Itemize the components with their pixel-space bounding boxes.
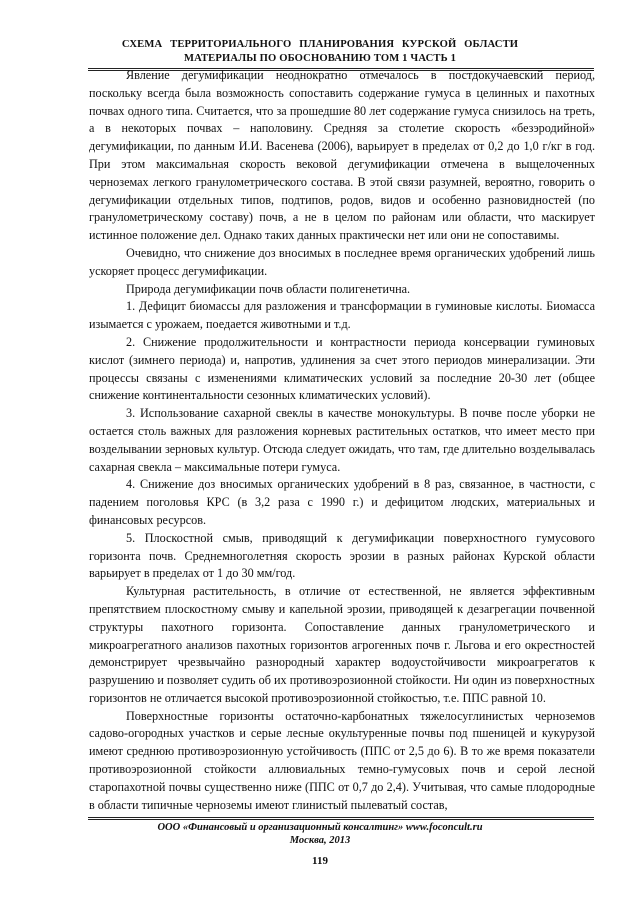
paragraph-10: Поверхностные горизонты остаточно-карбонатных тяжелосуглинистых черноземов садово-огородных участков и серые лесные окультуренные почвы под пшеницей и кукурузой имеют среднюю противоэрозионную устойчивость (ППС от 2,5 до 6). В то же время показатели противоэрозионной стойкости аллювиальных темно-гумусовых почв и серой лесной старопахотной почвы существенно ниже (ППС от 0,7 до 2,4). Учитывая, что самые плодородные в области типичные черноземы имеют глинистый пылеватый состав, [89,708,595,812]
paragraph-1: Явление дегумификации неоднократно отмечалось в постдокучаевский период, поскольку всегда была возможность сопоставить содержание гумуса в целинных и пахотных почвах одного типа. Считается, что за прошедшие 80 лет содержание гумуса снизилось на треть, а в некоторых почвах – наполовину. Средняя за столетие скорость «безэродийной» дегумификации, по данным И.И. Васенева (2006), варьирует в пределах от 0,2 до 1,0 г/кг в год. При этом максимальная скорость вековой дегумификации отмечена в выщелоченных черноземах легкого гранулометрического состава. В этой связи разумней, вероятно, говорить о дегумификации отдельных типов, подтипов, родов, видов и особенно разновидностей (по гранулометрическому составу) почв, а не в целом по районам или области, что маскирует истинное положение дел. Однако таких данных практически нет или они не сопоставимы. [89,68,595,243]
page-header [0,38,640,65]
paragraph-6: 3. Использование сахарной свеклы в качестве монокультуры. В почве после уборки не остается столь важных для разложения корневых растительных остатков, что имеет место при возделывании зерновых культур. Отсюда следует ожидать, что там, где длительно возделывалась сахарная свекла – максимальные потери гумуса. [89,406,595,474]
paragraph-3: Природа дегумификации почв области полигенетична. [126,281,411,296]
footer-divider [88,817,594,820]
page-footer [0,821,640,847]
paragraph-9: Культурная растительность, в отличие от естественной, не является эффективным препятствием плоскостному смыву и капельной эрозии, приводящей к дезагрегации почвенной структуры пахотного горизонта. Сопоставление данных гранулометрического и микроагрегатного анализов пахотных горизонтов агрогенных почв г. Льгова и его окрестностей демонстрирует чрезвычайно разнородный характер водоустойчивости микроагрегатов к разрушению и позволяет судить об их противоэрозионной стойкости. Ни один из поверхностных горизонтов не отличается высокой противоэрозионной стойкостью, т.е. ППС равной 10. [89,584,595,705]
paragraph-2: Очевидно, что снижение доз вносимых в последнее время органических удобрений лишь ускоряет процесс дегумификации. [89,245,595,278]
paragraph-4: 1. Дефицит биомассы для разложения и трансформации в гуминовые кислоты. Биомасса изымается с урожаем, поедается животными и т.д. [89,299,595,332]
footer-company: ООО «Финансовый и организационный консалтинг» www.foconcult.ru [157,822,483,833]
paragraph-5: 2. Снижение продолжительности и контрастности периода консервации гуминовых кислот (зимнего периода) и, напротив, удлинения за счет этого периодов минерализации. Эти процессы связаны с изменениями климатических условий за последние 20-30 лет (общее снижение континентальности сезонных климатических условий). [89,334,595,403]
paragraph-7: 4. Снижение доз вносимых органических удобрений в 8 раз, связанное, в частности, с падением поголовья КРС (в 3,2 раза с 1990 г.) и дефицитом людских, материальных и финансовых ресурсов. [89,477,595,527]
footer-city-year: Москва, 2013 [289,835,351,846]
page-number: 119 [312,855,328,867]
paragraph-8: 5. Плоскостной смыв, приводящий к дегумификации поверхностного гумусового горизонта почв. Среднемноголетняя скорость эрозии в разных районах Курской области варьирует в пределах от 1 до 30 мм/год. [89,530,595,581]
header-title: СХЕМА ТЕРРИТОРИАЛЬНОГО ПЛАНИРОВАНИЯ КУРСКОЙ ОБЛАСТИ [121,39,519,50]
document-body [89,67,595,814]
header-subtitle: МАТЕРИАЛЫ ПО ОБОСНОВАНИЮ ТОМ 1 ЧАСТЬ 1 [183,52,457,64]
